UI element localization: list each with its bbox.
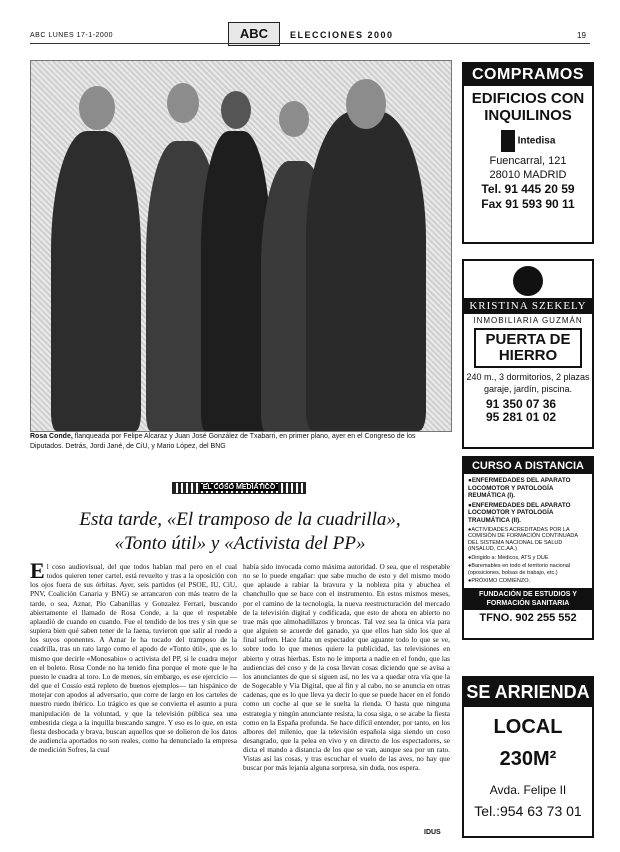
ad3-phone: TFNO. 902 255 552 — [479, 611, 577, 624]
author-signature: IDUS — [424, 829, 441, 836]
ad2-title: PUERTA DE HIERRO — [474, 328, 582, 368]
ad1-address-1: Fuencarral, 121 — [489, 155, 567, 167]
page-number: 19 — [577, 31, 586, 40]
ad3-note: ● Baremables en todo el territorio nacional (oposiciones, bolsas de trabajo, etc.) — [468, 563, 588, 576]
ad-compramos — [462, 62, 594, 244]
ad1-headline: EDIFICIOS CON INQUILINOS — [471, 90, 585, 124]
ad4-local: LOCAL — [493, 716, 563, 738]
ad1-address-2: 28010 MADRID — [489, 169, 567, 181]
newspaper-logo: ABC — [228, 22, 280, 46]
ad2-name: KRISTINA SZEKELY — [464, 298, 592, 314]
ad3-note: ● PRÓXIMO COMIENZO. — [468, 578, 588, 585]
ad2-subtitle: INMOBILIARIA GUZMÁN — [473, 316, 583, 325]
ad2-phones — [486, 398, 592, 424]
ad4-address: Avda. Felipe II — [489, 783, 567, 797]
headline-line-1: Esta tarde, «El tramposo de la cuadrilla», — [79, 509, 401, 530]
ad4-title: SE ARRIENDA — [464, 678, 592, 707]
ad3-note: ● Dirigido a: Médicos, ATS y DUE — [468, 555, 588, 562]
ad2-phone-2: 95 281 01 02 — [486, 410, 557, 424]
ad1-banner: COMPRAMOS — [464, 64, 592, 86]
person-head — [167, 83, 199, 123]
ad3-course: ● ENFERMEDADES DEL APARATO LOCOMOTOR Y PATOLOGÍA TRAUMÁTICA (II). — [468, 502, 588, 525]
person-head — [346, 79, 386, 129]
brand-logo-icon — [501, 130, 515, 152]
person-head — [279, 101, 309, 137]
ad-se-arrienda — [462, 676, 594, 838]
ad3-title: CURSO A DISTANCIA — [464, 458, 592, 474]
ad1-fax: Fax 91 593 90 11 — [481, 197, 575, 211]
ad-kristina-szekely — [462, 259, 594, 449]
ad-curso-distancia — [462, 456, 594, 640]
article-headline — [30, 508, 450, 556]
kicker-label: EL COSO MEDIÁTICO — [200, 484, 279, 491]
ad4-tel: Tel.:954 63 73 01 — [474, 803, 582, 819]
ad3-note: ● ACTIVIDADES ACREDITADAS POR LA COMISIÓN DE FORMACIÓN CONTINUADA DEL SISTEMA NACIONAL DE SALUD (INSALUD, CC.AA.) — [468, 527, 588, 553]
photo-caption — [30, 432, 450, 452]
ad3-course-list — [468, 477, 588, 585]
person-figure — [51, 131, 141, 431]
globe-logo-icon — [513, 266, 543, 296]
person-head — [221, 91, 251, 129]
group-photo — [30, 60, 452, 432]
person-figure — [306, 111, 426, 431]
section-title: ELECCIONES 2000 — [290, 30, 394, 40]
headline-line-2: «Tonto útil» y «Activista del PP» — [114, 533, 366, 554]
ad1-tel: Tel. 91 445 20 59 — [481, 182, 575, 196]
ad4-size: 230M² — [499, 748, 557, 770]
ad1-brand — [464, 130, 592, 152]
drop-cap: E — [30, 558, 45, 583]
caption-bold: Rosa Conde, — [30, 433, 73, 440]
ad3-foundation: FUNDACIÓN DE ESTUDIOS Y FORMACIÓN SANITARIA — [464, 588, 592, 610]
person-head — [79, 86, 115, 130]
ad2-description: 240 m., 3 dormitorios, 2 plazas garaje, jardín, piscina. — [466, 372, 590, 394]
ad2-phone-1: 91 350 07 36 — [486, 397, 557, 411]
header-rule — [30, 43, 590, 44]
section-kicker — [172, 482, 306, 494]
ad3-course: ● ENFERMEDADES DEL APARATO LOCOMOTOR Y PATOLOGÍA REUMÁTICA (I). — [468, 477, 588, 500]
article-column-2 — [243, 562, 450, 773]
ad1-brand-name: Intedisa — [517, 135, 556, 147]
page-header-date: ABC LUNES 17-1-2000 — [30, 32, 114, 39]
article-column-1 — [30, 558, 237, 755]
column-2-text: había sido invocada como máxima autoridad. O sea, que el respetable no se lo puede engañar: que sabe mucho de esto y del mismo modo que aplaude a rabiar la bravura y la nobleza pita y abuchea el chanchullo que se hace con el instrumento. En estos mismos meses, por el camino de la tecnología, la nueva reestructuración del mercado de la televisión digital y codificada, que esto de ahora en abierto no trae más que almohadillazos y broncas. Tal vez sea la única vía para que alguien se acuerde del ganado, ya que ellos han sido los que al final sufren. Hace falta un espectador que aguante todo lo que se ve, sobre todo lo que menos quiere la publicidad, las televisiones en abierto y otras hierbas. Esto no le importa a nadie en el fondo, que las audiencias del coso y de la cosa llevan cosas diciendo que se avisa a los anunciantes de que si siguen así, no les va a quedar otra vía que la de Sogecable y Vía Digital, que al fin y al cabo, no se anuncia en otras cadenas, que es lo que lleva ya decir lo que se puede hacer en el fondo como un coche al que se le suelta la rienda. O hasta que ninguna estrategia y ningún anunciante resista, la cosa siga, o se acabe la fiesta como en la España profunda. Se hace difícil entender, por tanto, en los albores del milenio, que la televisión española siga siendo un coso desangrado, que la pelea en vivo y en directo de los espectadores, se dicta el mando a distancia de los que se van, aunque sea por un rato. Vistas así las cosas, y tras escuchar el vuelo de las aves, no hay que buscar por más lejanía alguna sorpresa, sin duda, nos espera. — [243, 562, 450, 773]
caption-text: flanqueada por Felipe Alcaraz y Juan José González de Txabarri, en primer plano, ayer en el Congreso de los Diputados. Detrás, Jordi Jané, de CiU, y Mario López, del BNG — [30, 433, 416, 450]
column-1-text: l coso audiovisual, del que todos hablan mal pero en el cual todos quieren tener cartel, está revuelto y tras a la oposición con los ojos fuera de sus órbitas. Ayer, seis partidos (el PSOE, IU, CiU, PNV, Coalición Canaria y BNG) se arrancaron con más teatro de la tarde, o sea, Aznar, Pío Cabanillas y Gonzalez Ferrari, buscando abiertamente el llamado de Rosa Conde, a la que el respetable aplaudió de cuando en cuando. Fue el tendido de los tres y sin que se supiera bien qué saben tener de la faena, tuvieron que salir al ruedo a los suyos oponentes. A Aznar le ha tocado del tramposo de la cuadrilla, tras un rato largo como el apodo de «Tonto útil», que es lo mismo que decirle «Monosabio» o activista del PP, si le cuadra mejor en el boleto. Rosa Conde no ha tenido fina porque el mote que le ha puesto le cuadra al toro. Lo de menos, sin embargo, es ese ejercicio —del que el Cossío está repleto de buenos ejemplos— tan hispánico de motejar con apodos al adversario, que corre de largo en los carteles de nuestro ruedo ibérico. Lo trágico es que se convierta el asunto a pura manipulación de la voluntad, y que la televisión pública sea una embestida ciega a la inquilla buscando sangre. Y eso es lo que, en esta fiesta desbocada y brava, buscan aquellos que se dolieron de los datos de audiencia aportados no son reales, como ha denunciado la empresa de medición Sofres, la cual — [30, 562, 237, 755]
